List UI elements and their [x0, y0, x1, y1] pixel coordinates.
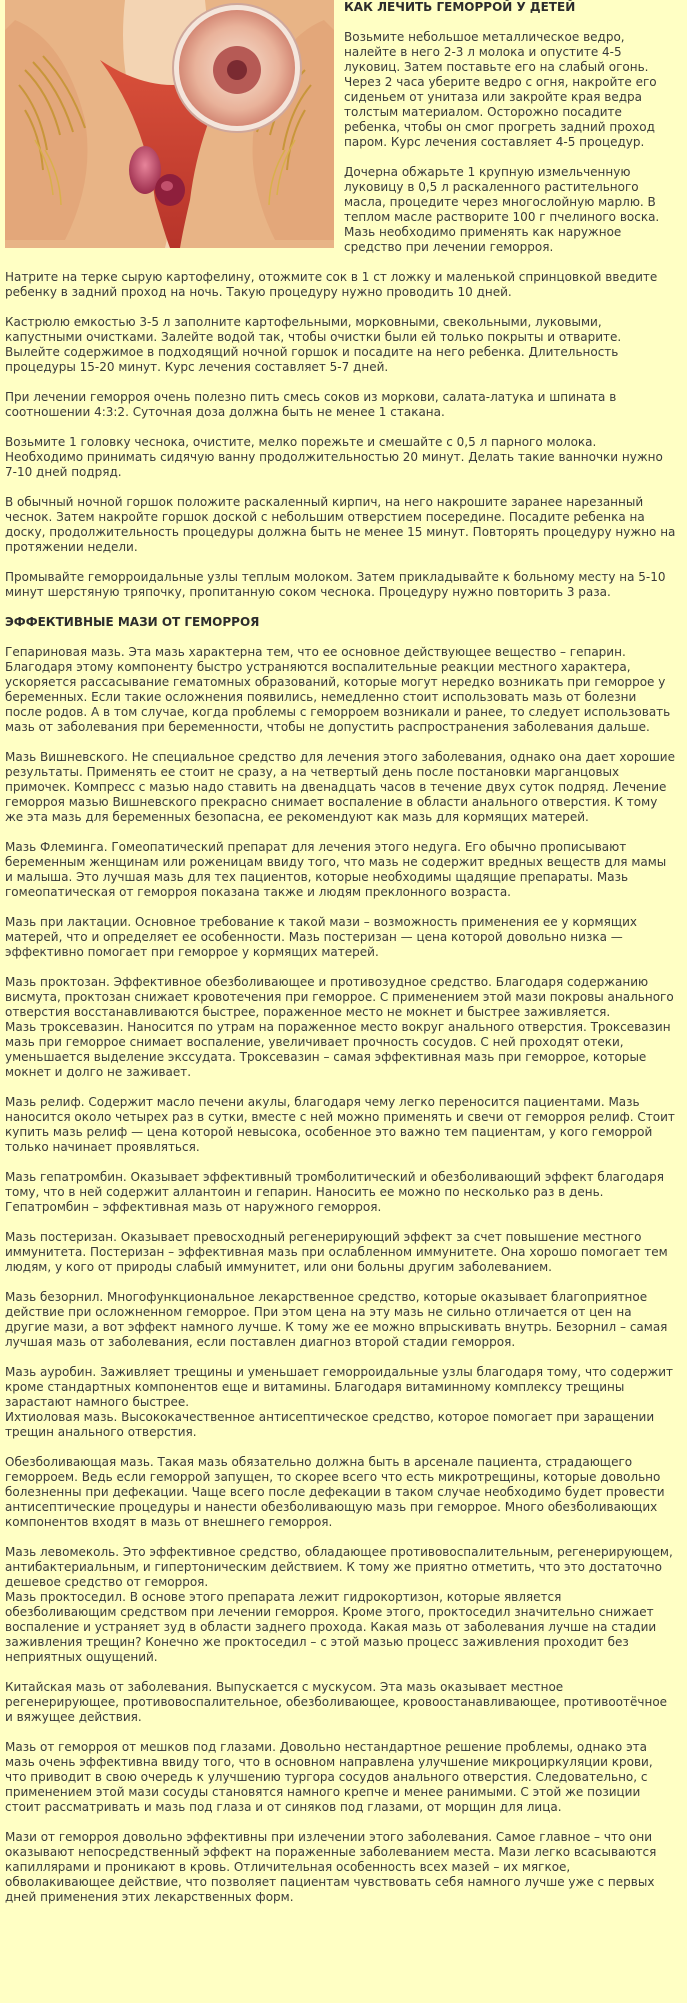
- ointment-paragraph: Мазь проктозан. Эффективное обезболивающее и противозудное средство. Благодаря содержанию висмута, проктозан снижает кровотечения при геморрое. С применением этой мази покровы анального отверстия восстанавливаются быстрее, пораженное место не мокнет и быстрее заживляется. Мазь троксевазин. Наносится по утрам на пораженное место вокруг анального отверстия. Троксевазин мазь при геморрое снимает воспаление, увеличивает прочность сосудов. С ней проходят отеки, уменьшается выделение экссудата. Троксевазин – самая эффективная мазь при геморрое, которые мокнет и долго не заживает.: [5, 975, 674, 1079]
- paragraph: В обычный ночной горшок положите раскаленный кирпич, на него накрошите заранее нарезанный чеснок. Затем накройте горшок доской с небольшим отверстием посередине. Посадите ребенка на доску, продолжительность процедуры должна быть не менее 15 минут. Повторять процедуру нужно на протяжении недели.: [5, 495, 676, 554]
- intro-paragraph: Возьмите небольшое металлическое ведро, налейте в него 2-3 л молока и опустите 4-5 луковиц. Затем поставьте его на слабый огонь. Через 2 часа уберите ведро с огня, накройте его сиденьем от унитаза или закройте края ведра толстым материалом. Осторожно посадите ребенка, чтобы он смог прогреть задний проход паром. Курс лечения составляет 4-5 процедур.: [344, 30, 657, 149]
- ointment-paragraph: Мазь левомеколь. Это эффективное средство, обладающее противовоспалительным, регенерирующем, антибактериальным, и гипертоническим действием. К тому же приятно отметить, что это достаточно дешевое средство от геморроя. Мазь проктоседил. В основе этого препарата лежит гидрокортизон, которые является обезболивающим средством при лечении геморроя. Кроме этого, проктоседил значительно снижает воспаление и устраняет зуд в области заднего прохода. Какая мазь от заболевания лучше на стадии заживления трещин? Конечно же проктоседил – с этой мазью процесс заживления проходит без неприятных ощущений.: [5, 1545, 673, 1664]
- article-top: [5, 0, 676, 270]
- ointment-paragraph: Мазь от геморроя от мешков под глазами. Довольно нестандартное решение проблемы, однако эта мазь очень эффективна ввиду того, что в основном направлена улучшение микроциркуляции крови, что приводит в свою очередь к улучшению тургора сосудов анального отверстия. Следовательно, с применением этой мази сосуды становятся намного крепче и менее ранимыми. С этой же позиции стоит рассматривать и мазь под глаза и от синяков под глазами, от морщин для лица.: [5, 1740, 653, 1814]
- ointment-paragraph: Обезболивающая мазь. Такая мазь обязательно должна быть в арсенале пациента, страдающего геморроем. Ведь если геморрой запущен, то скорее всего что есть микротрещины, которые довольно болезненны при дефекации. Чаще всего после дефекации в таком случае необходимо будет провести антисептические процедуры и нанести обезболивающую мазь при геморрое. Много обезболивающих компонентов входят в мазь от внешнего геморроя.: [5, 1455, 665, 1529]
- anatomy-illustration: [5, 0, 334, 248]
- ointment-paragraph: Мазь при лактации. Основное требование к такой мази – возможность применения ее у кормящих матерей, что и определяет ее особенности. Мазь постеризан — цена которой довольно низка — эффективно помогает при геморрое у кормящих матерей.: [5, 915, 638, 959]
- ointment-paragraph: Мазь гепатромбин. Оказывает эффективный тромболитический и обезболивающий эффект благодаря тому, что в ней содержит аллантоин и гепарин. Наносить ее можно по несколько раз в день. Гепатромбин – эффективная мазь от наружного геморроя.: [5, 1170, 664, 1214]
- paragraph: Промывайте геморроидальные узлы теплым молоком. Затем прикладывайте к больному месту на 5-10 минут шерстяную тряпочку, пропитанную соком чеснока. Процедуру нужно повторить 3 раза.: [5, 570, 666, 599]
- paragraph: При лечении геморроя очень полезно пить смесь соков из моркови, салата-латука и шпината в соотношении 4:3:2. Суточная доза должна быть не менее 1 стакана.: [5, 390, 617, 419]
- paragraph: Возьмите 1 головку чеснока, очистите, мелко порежьте и смешайте с 0,5 л парного молока. Необходимо принимать сидячую ванну продолжительностью 20 минут. Делать такие ванночки нужно 7-10 дней подряд.: [5, 435, 663, 479]
- ointment-paragraph: Китайская мазь от заболевания. Выпускается с мускусом. Эта мазь оказывает местное регенерирующее, противовоспалительное, обезболивающее, кровоостанавливающее, противоотёчное и вяжущее действия.: [5, 1680, 668, 1724]
- ointments-list: [5, 645, 676, 1905]
- ointment-paragraph: Мазь релиф. Содержит масло печени акулы, благодаря чему легко переносится пациентами. Мазь наносится около четырех раз в сутки, вместе с ней можно применять и свечи от геморроя релиф. Стоит купить мазь релиф — цена которой невысока, особенное это важно тем пациентам, у кого геморрой только начинает проявляться.: [5, 1095, 675, 1154]
- ointment-paragraph: Гепариновая мазь. Эта мазь характерна тем, что ее основное действующее вещество – гепарин. Благодаря этому компоненту быстро устраняются воспалительные реакции местного характера, ускоряется рассасывание гематомных образований, которые могут нередко возникать при геморрое у беременных. Если такие осложнения появились, немедленно стоит использовать мазь от болезни после родов. А в том случае, когда проблемы с геморроем возникали и ранее, то следует использовать мазь от заболевания при беременности, чтобы не допустить распространения заболевания дальше.: [5, 645, 671, 734]
- ointment-paragraph: Мазь ауробин. Заживляет трещины и уменьшает геморроидальные узлы благодаря тому, что содержит кроме стандартных компонентов еще и витамины. Благодаря витаминному комплексу трещины зарастают намного быстрее. Ихтиоловая мазь. Высококачественное антисептическое средство, которое помогает при заращении трещин анального отверстия.: [5, 1365, 674, 1439]
- paragraph: Кастрюлю емкостью 3-5 л заполните картофельными, морковными, свекольными, луковыми, капустными очистками. Залейте водой так, чтобы очистки были ей только покрыты и отварите. Вылейте содержимое в подходящий ночной горшок и посадите на него ребенка. Длительность процедуры 15-20 минут. Курс лечения составляет 5-7 дней.: [5, 315, 622, 374]
- ointment-paragraph: Мази от геморроя довольно эффективны при излечении этого заболевания. Самое главное – что они оказывают непосредственный эффект на пораженные заболеванием места. Мази легко всасываются капиллярами и проникают в кровь. Отличительная особенность всех мазей – их мягкое, обволакивающее действие, что позволяет пациентам чувствовать себя намного лучше уже с первых дней применения этих лекарственных форм.: [5, 1830, 657, 1904]
- article-title: КАК ЛЕЧИТЬ ГЕМОРРОЙ У ДЕТЕЙ: [344, 0, 576, 14]
- ointment-paragraph: Мазь Вишневского. Не специальное средство для лечения этого заболевания, однако она дает хорошие результаты. Применять ее стоит не сразу, а на четвертый день после постановки марганцовых примочек. Компресс с мазью надо ставить на двенадцать часов в течение двух суток подряд. Лечение геморроя мазью Вишневского прекрасно снимает воспаление в области анального отверстия. К тому же эта мазь для беременных безопасна, ее рекомендуют как мазь для кормящих матерей.: [5, 750, 675, 824]
- ointment-paragraph: Мазь Флеминга. Гомеопатический препарат для лечения этого недуга. Его обычно прописывают беременным женщинам или роженицам ввиду того, что мазь не содержит вредных веществ для мамы и малыша. Это лучшая мазь для тех пациентов, которые необходимы щадящие препараты. Мазь гомеопатическая от геморроя показана также и людям преклонного возраста.: [5, 840, 667, 899]
- ointment-paragraph: Мазь безорнил. Многофункциональное лекарственное средство, которые оказывает благоприятное действие при осложненном геморрое. При этом цена на эту мазь не сильно отличается от цен на другие мази, а вот эффект намного лучше. К тому же ее можно впрыскивать внутрь. Безорнил – самая лучшая мазь от заболевания, если поставлен диагноз второй стадии геморроя.: [5, 1290, 668, 1349]
- ointment-paragraph: Мазь постеризан. Оказывает превосходный регенерирующий эффект за счет повышение местного иммунитета. Постеризан – эффективная мазь при ослабленном иммунитете. Она хорошо помогает тем людям, у кого от природы слабый иммунитет, или они больны другим заболеванием.: [5, 1230, 668, 1274]
- intro-paragraph: Дочерна обжарьте 1 крупную измельченную луковицу в 0,5 л раскаленного растительного масла, процедите через многослойную марлю. В теплом масле растворите 100 г пчелиного воска. Мазь необходимо применять как наружное средство при лечении геморроя.: [344, 165, 660, 254]
- section-heading: ЭФФЕКТИВНЫЕ МАЗИ ОТ ГЕМОРРОЯ: [5, 615, 260, 629]
- paragraph: Натрите на терке сырую картофелину, отожмите сок в 1 ст ложку и маленькой спринцовкой введите ребенку в задний проход на ночь. Такую процедуру нужно проводить 10 дней.: [5, 270, 658, 299]
